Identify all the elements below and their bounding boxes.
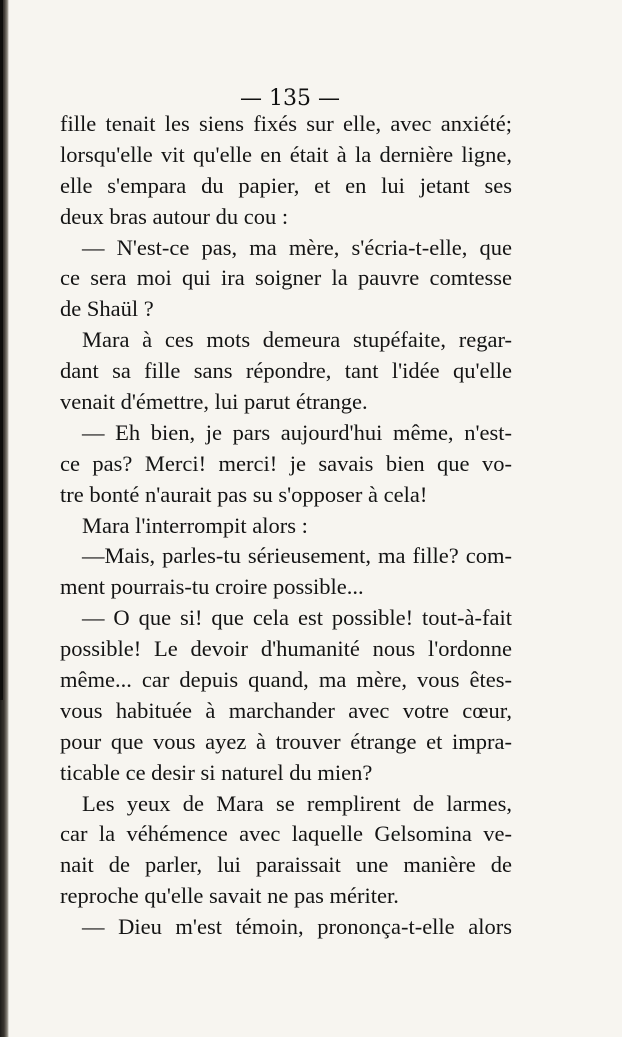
text-line: dant sa fille sans répondre, tant l'idée qu'elle <box>60 358 512 384</box>
text-line: possible! Le devoir d'humanité nous l'ordonne <box>60 636 512 662</box>
text-line: nait de parler, lui paraissait une manière de <box>60 852 512 878</box>
text-line: Mara l'interrompit alors : <box>82 512 308 538</box>
text-line: de Shaül ? <box>60 296 154 322</box>
text-line: ment pourrais-tu croire possible... <box>60 574 364 600</box>
text-line: — Eh bien, je pars aujourd'hui même, n'est- <box>82 419 512 445</box>
text-line: —Mais, parles-tu sérieusement, ma fille? com- <box>82 543 512 569</box>
text-line: Les yeux de Mara se remplirent de larmes, <box>82 790 512 816</box>
text-line: même... car depuis quand, ma mère, vous êtes- <box>60 667 512 693</box>
text-line: pour que vous ayez à trouver étrange et impra- <box>60 728 512 754</box>
page-number: — 135 — <box>240 86 340 111</box>
text-line: — O que si! que cela est possible! tout-à-fait <box>82 605 512 631</box>
text-line: deux bras autour du cou : <box>60 203 289 229</box>
text-line: elle s'empara du papier, et en lui jetant ses <box>60 172 512 198</box>
text-line: vous habituée à marchander avec votre cœur, <box>60 697 512 723</box>
text-line: tre bonté n'aurait pas su s'opposer à cela! <box>60 481 428 507</box>
text-line: venait d'émettre, lui parut étrange. <box>60 389 368 415</box>
text-line: — N'est-ce pas, ma mère, s'écria-t-elle, que <box>82 234 512 260</box>
text-line: ce pas? Merci! merci! je savais bien que vo- <box>60 450 512 476</box>
text-line: reproche qu'elle savait ne pas mériter. <box>60 883 399 909</box>
text-line: ticable ce desir si naturel du mien? <box>60 759 373 785</box>
text-line: Mara à ces mots demeura stupéfaite, regar- <box>82 327 512 353</box>
text-line: car la véhémence avec laquelle Gelsomina ve- <box>60 821 512 847</box>
text-line: ce sera moi qui ira soigner la pauvre comtesse <box>60 265 512 291</box>
text-line: — Dieu m'est témoin, prononça-t-elle alors <box>82 914 512 940</box>
text-line: lorsqu'elle vit qu'elle en était à la dernière ligne, <box>60 141 512 167</box>
text-line: fille tenait les siens fixés sur elle, avec anxiété; <box>60 111 512 136</box>
body-text <box>60 109 512 943</box>
